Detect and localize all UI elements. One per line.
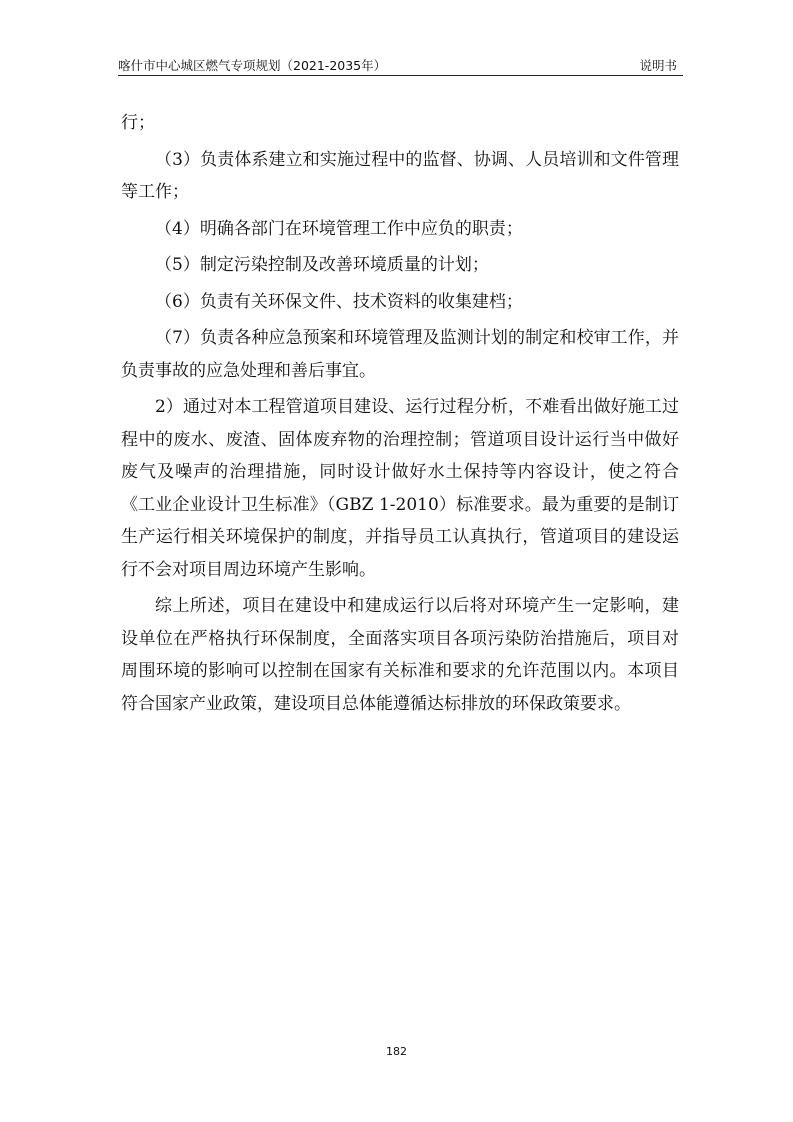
paragraph-item-7: （7）负责各种应急预案和环境管理及监测计划的制定和校审工作，并负责事故的应急处理和善后事宜。 bbox=[121, 328, 679, 381]
paragraph-summary: 综上所述，项目在建设中和建成运行以后将对环境产生一定影响，建设单位在严格执行环保制度，全面落实项目各项污染防治措施后，项目对周围环境的影响可以控制在国家有关标准和要求的允许范围以内。本项目符合国家产业政策，建设项目总体能遵循达标排放的环保政策要求。 bbox=[121, 596, 679, 714]
paragraph-continuation: 行； bbox=[121, 113, 155, 133]
paragraph-item-3: （3）负责体系建立和实施过程中的监督、协调、人员培训和文件管理等工作； bbox=[121, 149, 679, 202]
paragraph-item-5: （5）制定污染控制及改善环境质量的计划； bbox=[155, 255, 489, 275]
paragraph-item-4: （4）明确各部门在环境管理工作中应负的职责； bbox=[155, 218, 523, 239]
header-rule bbox=[118, 75, 683, 76]
header-section: 说明书 bbox=[639, 58, 677, 73]
header-title: 喀什市中心城区燃气专项规划（2021-2035年） bbox=[118, 58, 387, 73]
page-header bbox=[118, 52, 683, 74]
page-number: 182 bbox=[386, 1045, 407, 1058]
body-text bbox=[121, 107, 679, 724]
paragraph-point-2: 2）通过对本工程管道项目建设、运行过程分析，不难看出做好施工过程中的废水、废渣、固体废弃物的治理控制；管道项目设计运行当中做好废气及噪声的治理措施，同时设计做好水土保持等内容设计，使之符合《工业企业设计卫生标准》（GBZ 1-2010）标准要求。最为重要的是制订生产运行相关环境保护的制度，并指导员工认真执行，管道项目的建设运行不会对项目周边环境产生影响。 bbox=[121, 397, 679, 580]
paragraph-item-6: （6）负责有关环保文件、技术资料的收集建档； bbox=[155, 291, 523, 312]
